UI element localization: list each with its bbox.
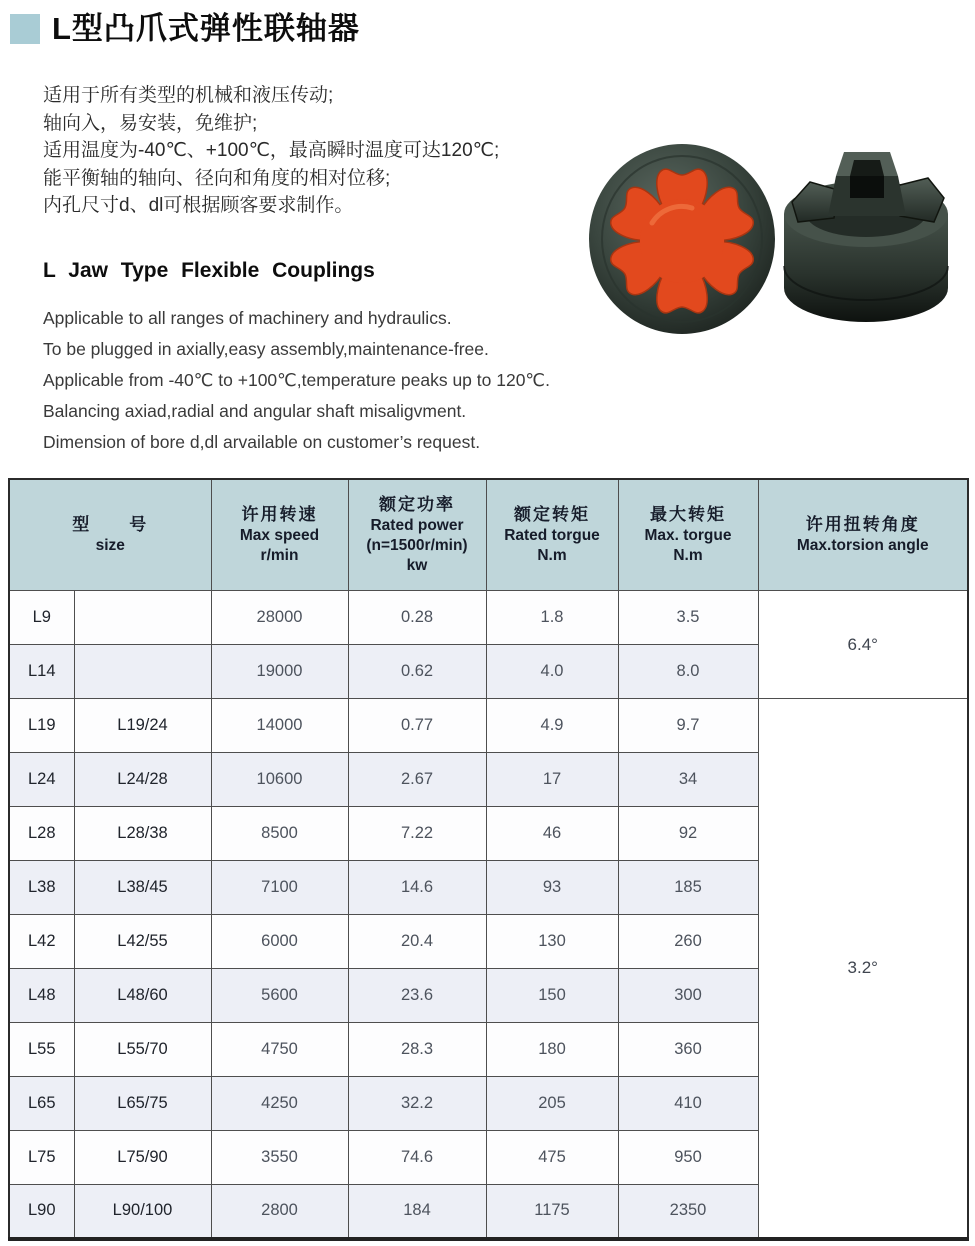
cell-model2: L19/24 [74, 699, 211, 753]
cell-rated-power: 0.28 [348, 591, 486, 645]
feature-en-line: Balancing axiad,radial and angular shaft misaligvment. [43, 401, 467, 421]
cell-rated-power: 0.77 [348, 699, 486, 753]
table-row [9, 699, 968, 753]
cell-rated-torque: 180 [486, 1023, 618, 1077]
cell-rated-power: 74.6 [348, 1131, 486, 1185]
table-row [9, 591, 968, 645]
cell-max-torque: 9.7 [618, 699, 758, 753]
cell-rated-power: 2.67 [348, 753, 486, 807]
cell-model: L9 [9, 591, 74, 645]
cell-max-speed: 4250 [211, 1077, 348, 1131]
col-header-max-torque: 最大转矩 Max. torgue N.m [618, 479, 758, 591]
cell-model2 [74, 591, 211, 645]
cell-rated-torque: 4.9 [486, 699, 618, 753]
cell-max-torque: 2350 [618, 1185, 758, 1239]
cell-model: L28 [9, 807, 74, 861]
cell-rated-torque: 4.0 [486, 645, 618, 699]
cell-max-torque: 92 [618, 807, 758, 861]
feature-zh-line: 适用于所有类型的机械和液压传动; [43, 85, 334, 106]
col-header-max-speed: 许用转速 Max speed r/min [211, 479, 348, 591]
col-header-size: 型 号 size [9, 479, 211, 591]
cell-model2: L28/38 [74, 807, 211, 861]
cell-model: L38 [9, 861, 74, 915]
cell-model: L42 [9, 915, 74, 969]
features-zh [43, 82, 499, 220]
cell-rated-power: 23.6 [348, 969, 486, 1023]
cell-model2: L75/90 [74, 1131, 211, 1185]
cell-rated-power: 7.22 [348, 807, 486, 861]
cell-rated-torque: 475 [486, 1131, 618, 1185]
cell-model: L14 [9, 645, 74, 699]
feature-zh-line: 轴向入，易安装，免维护; [43, 112, 258, 134]
cell-rated-power: 184 [348, 1185, 486, 1239]
cell-max-speed: 8500 [211, 807, 348, 861]
cell-max-speed: 5600 [211, 969, 348, 1023]
cell-max-torque: 410 [618, 1077, 758, 1131]
cell-model: L24 [9, 753, 74, 807]
feature-zh-line: 适用温度为-40℃、+100℃，最高瞬时温度可达120℃; [43, 140, 500, 161]
feature-en-line: To be plugged in axially,easy assembly,maintenance-free. [43, 339, 489, 359]
cell-model: L19 [9, 699, 74, 753]
cell-max-speed: 3550 [211, 1131, 348, 1185]
spec-table-header [9, 479, 968, 591]
cell-rated-torque: 93 [486, 861, 618, 915]
cell-model2 [74, 645, 211, 699]
cell-max-torque: 3.5 [618, 591, 758, 645]
title-bullet-square [10, 14, 40, 44]
cell-max-speed: 2800 [211, 1185, 348, 1239]
col-header-rated-torque: 额定转矩 Rated torgue N.m [486, 479, 618, 591]
cell-rated-power: 14.6 [348, 861, 486, 915]
cell-rated-torque: 130 [486, 915, 618, 969]
cell-model2: L38/45 [74, 861, 211, 915]
cell-model2: L55/70 [74, 1023, 211, 1077]
cell-max-torque: 300 [618, 969, 758, 1023]
product-image-spider-coupling [586, 138, 778, 341]
feature-en-line: Dimension of bore d,dl arvailable on customer’s request. [43, 432, 481, 452]
cell-max-torque: 260 [618, 915, 758, 969]
feature-zh-line: 能平衡轴的轴向、径向和角度的相对位移; [43, 167, 391, 189]
cell-max-torque: 34 [618, 753, 758, 807]
cell-model2: L65/75 [74, 1077, 211, 1131]
cell-model: L48 [9, 969, 74, 1023]
cell-rated-power: 32.2 [348, 1077, 486, 1131]
cell-model: L75 [9, 1131, 74, 1185]
cell-rated-torque: 46 [486, 807, 618, 861]
col-header-rated-power: 额定功率 Rated power (n=1500r/min) kw [348, 479, 486, 591]
cell-max-torque: 950 [618, 1131, 758, 1185]
cell-rated-torque: 205 [486, 1077, 618, 1131]
feature-en-line: Applicable to all ranges of machinery and hydraulics. [43, 308, 452, 328]
cell-max-speed: 19000 [211, 645, 348, 699]
cell-max-speed: 10600 [211, 753, 348, 807]
cell-rated-torque: 1.8 [486, 591, 618, 645]
cell-rated-power: 0.62 [348, 645, 486, 699]
cell-torsion-angle: 3.2° [758, 699, 968, 1239]
cell-model: L65 [9, 1077, 74, 1131]
cell-max-torque: 185 [618, 861, 758, 915]
feature-zh-line: 内孔尺寸d、dl可根据顾客要求制作。 [43, 195, 354, 216]
cell-model2: L48/60 [74, 969, 211, 1023]
cell-max-torque: 360 [618, 1023, 758, 1077]
cell-rated-power: 20.4 [348, 915, 486, 969]
col-header-torsion-angle: 许用扭转角度 Max.torsion angle [758, 479, 968, 591]
spec-table [8, 478, 969, 1241]
cell-model: L90 [9, 1185, 74, 1239]
cell-max-speed: 4750 [211, 1023, 348, 1077]
cell-max-speed: 14000 [211, 699, 348, 753]
cell-model2: L90/100 [74, 1185, 211, 1239]
cell-model2: L24/28 [74, 753, 211, 807]
feature-en-line: Applicable from -40℃ to +100℃,temperature peaks up to 120℃. [43, 370, 550, 390]
cell-rated-torque: 150 [486, 969, 618, 1023]
cell-rated-torque: 1175 [486, 1185, 618, 1239]
features-en [43, 303, 550, 458]
cell-rated-power: 28.3 [348, 1023, 486, 1077]
cell-model2: L42/55 [74, 915, 211, 969]
page-title-en: L Jaw Type Flexible Couplings [43, 259, 375, 282]
cell-model: L55 [9, 1023, 74, 1077]
cell-max-speed: 28000 [211, 591, 348, 645]
cell-torsion-angle: 6.4° [758, 591, 968, 699]
cell-rated-torque: 17 [486, 753, 618, 807]
page-title-zh: L型凸爪式弹性联轴器 [52, 11, 360, 46]
cell-max-torque: 8.0 [618, 645, 758, 699]
page-title-row [10, 12, 360, 46]
spec-table-body [9, 591, 968, 1239]
product-image-jaw-hub [780, 136, 956, 343]
cell-max-speed: 7100 [211, 861, 348, 915]
cell-max-speed: 6000 [211, 915, 348, 969]
